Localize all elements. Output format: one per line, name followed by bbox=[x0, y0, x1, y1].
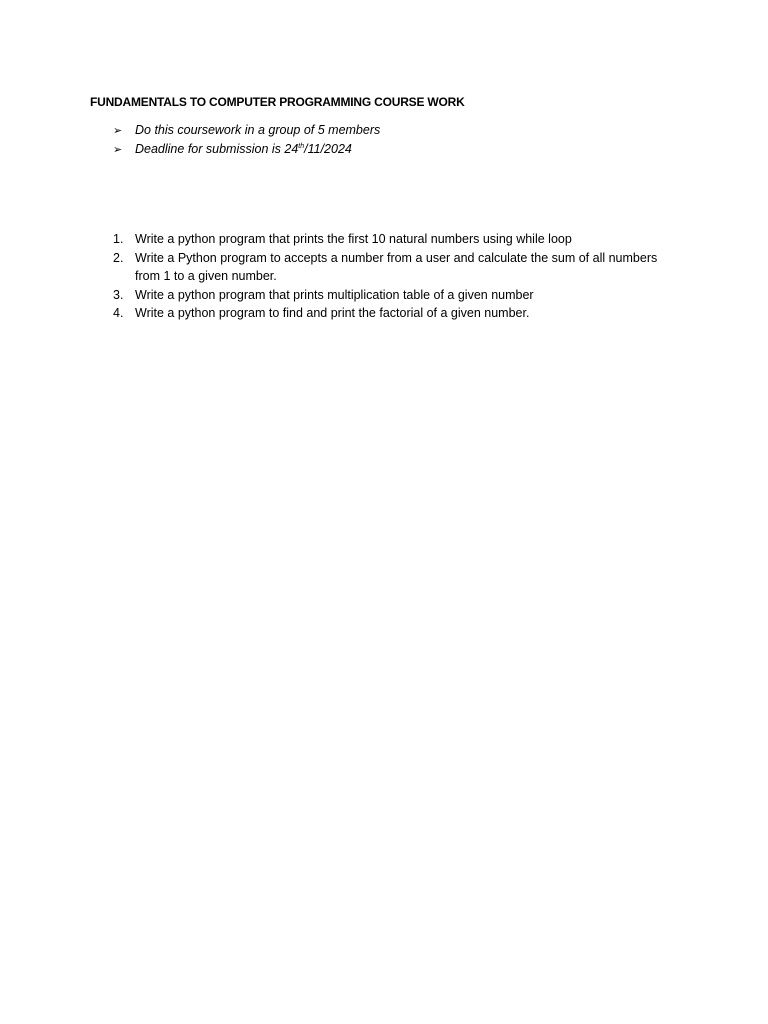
task-item bbox=[113, 304, 673, 323]
task-number: 2. bbox=[113, 250, 124, 265]
document-title: FUNDAMENTALS TO COMPUTER PROGRAMMING COURSE WORK bbox=[90, 95, 465, 109]
instructions-list bbox=[113, 123, 380, 161]
task-text: Write a Python program to accepts a number from a user and calculate the sum of all numbers from 1 to a given number. bbox=[135, 250, 658, 283]
task-item bbox=[113, 249, 673, 286]
arrow-bullet-icon: ➢ bbox=[113, 144, 123, 156]
instruction-item bbox=[113, 142, 380, 161]
task-item bbox=[113, 286, 673, 305]
task-number: 4. bbox=[113, 306, 124, 320]
tasks-list bbox=[113, 230, 673, 323]
instruction-text: Do this coursework in a group of 5 members bbox=[135, 123, 381, 137]
instruction-item bbox=[113, 123, 380, 142]
arrow-bullet-icon: ➢ bbox=[113, 125, 123, 137]
task-number: 1. bbox=[113, 232, 124, 246]
deadline-text: Deadline for submission is 24 bbox=[135, 142, 299, 156]
task-item bbox=[113, 230, 673, 249]
task-text: Write a python program that prints multiplication table of a given number bbox=[135, 287, 534, 302]
task-text: Write a python program to find and print the factorial of a given number. bbox=[135, 306, 530, 320]
deadline-date: /11/2024 bbox=[304, 142, 352, 156]
task-text: Write a python program that prints the first 10 natural numbers using while loop bbox=[135, 232, 572, 246]
instruction-text bbox=[135, 142, 352, 156]
task-number: 3. bbox=[113, 287, 124, 302]
ordinal-superscript: th bbox=[298, 142, 305, 150]
